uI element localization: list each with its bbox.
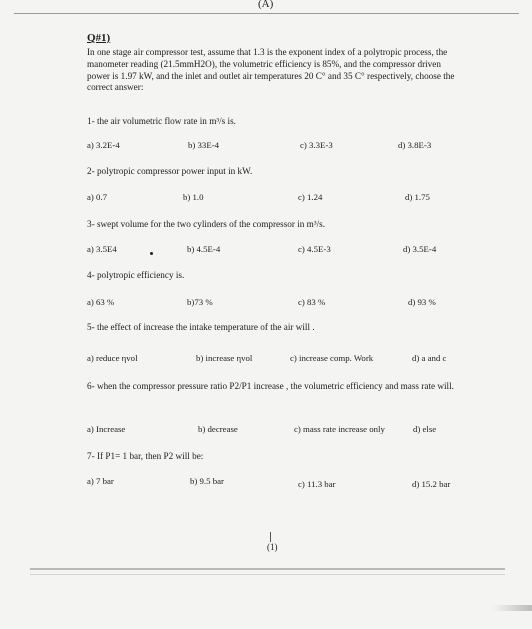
item-6-question: 6- when the compressor pressure ratio P2/P1 increase , the volumetric efficiency and mass rate will. bbox=[87, 381, 454, 391]
item-5-option-c: c) increase comp. Work bbox=[290, 353, 374, 363]
item-7-question: 7- If P1= 1 bar, then P2 will be: bbox=[87, 451, 204, 461]
item-3-option-d: d) 3.5E-4 bbox=[403, 244, 437, 254]
item-2-option-d: d) 1.75 bbox=[405, 192, 430, 202]
item-1-option-b: b) 33E-4 bbox=[188, 140, 220, 150]
exam-version-tag: (A) bbox=[258, 0, 274, 10]
top-rule bbox=[14, 13, 519, 14]
item-6-option-b: b) decrease bbox=[198, 424, 238, 434]
question-title: Q#1) bbox=[87, 32, 111, 44]
item-1-question: 1- the air volumetric flow rate in m³/s is. bbox=[87, 116, 236, 126]
question-intro: In one stage air compressor test, assume that 1.3 is the exponent index of a polytropic process, the manometer reading (21.5mmH2O), the volumetric efficiency is 85%, and the compressor driven power is 1.97 kW, and the inlet and outlet air temperatures 20 C° and 35 C° respectively, choose the correct answer: bbox=[87, 47, 455, 93]
item-4-option-c: c) 83 % bbox=[298, 297, 326, 307]
item-5-option-a: a) reduce ηvol bbox=[87, 353, 138, 363]
page-number: (1) bbox=[267, 542, 278, 552]
item-5-option-d: d) a and c bbox=[412, 353, 447, 363]
item-3-option-a: a) 3.5E4 bbox=[87, 244, 117, 254]
item-4-option-a: a) 63 % bbox=[87, 297, 115, 307]
item-1-option-c: c) 3.3E-3 bbox=[300, 140, 333, 150]
item-4-option-b: b)73 % bbox=[187, 297, 213, 307]
item-3-option-b: b) 4.5E-4 bbox=[187, 244, 221, 254]
item-2-option-c: c) 1.24 bbox=[298, 192, 323, 202]
scan-edge-shadow bbox=[492, 605, 532, 611]
item-5-question: 5- the effect of increase the intake temperature of the air will . bbox=[87, 322, 315, 332]
item-5-option-b: b) increase ηvol bbox=[196, 353, 253, 363]
item-7-option-a: a) 7 bar bbox=[87, 476, 114, 486]
item-2-option-b: b) 1.0 bbox=[183, 192, 204, 202]
item-3-question: 3- swept volume for the two cylinders of the compressor in m³/s. bbox=[87, 219, 326, 229]
item-2-question: 2- polytropic compressor power input in kW. bbox=[87, 166, 253, 176]
item-3-option-c: c) 4.5E-3 bbox=[298, 244, 331, 254]
stray-dot-mark bbox=[150, 252, 153, 255]
item-4-question: 4- polytropic efficiency is. bbox=[87, 270, 185, 280]
item-2-option-a: a) 0.7 bbox=[87, 192, 108, 202]
page-number-tick bbox=[270, 532, 271, 542]
item-6-option-d: d) else bbox=[413, 424, 437, 434]
item-6-option-a: a) Increase bbox=[87, 424, 126, 434]
item-7-option-c: c) 11.3 bar bbox=[298, 479, 336, 489]
bottom-rule-secondary bbox=[30, 574, 505, 575]
item-6-option-c: c) mass rate increase only bbox=[294, 424, 385, 434]
item-1-option-d: d) 3.8E-3 bbox=[398, 140, 432, 150]
item-7-option-d: d) 15.2 bar bbox=[412, 479, 451, 489]
item-1-option-a: a) 3.2E-4 bbox=[87, 140, 120, 150]
item-4-option-d: d) 93 % bbox=[408, 297, 436, 307]
item-7-option-b: b) 9.5 bar bbox=[190, 476, 224, 486]
bottom-rule bbox=[30, 568, 505, 570]
